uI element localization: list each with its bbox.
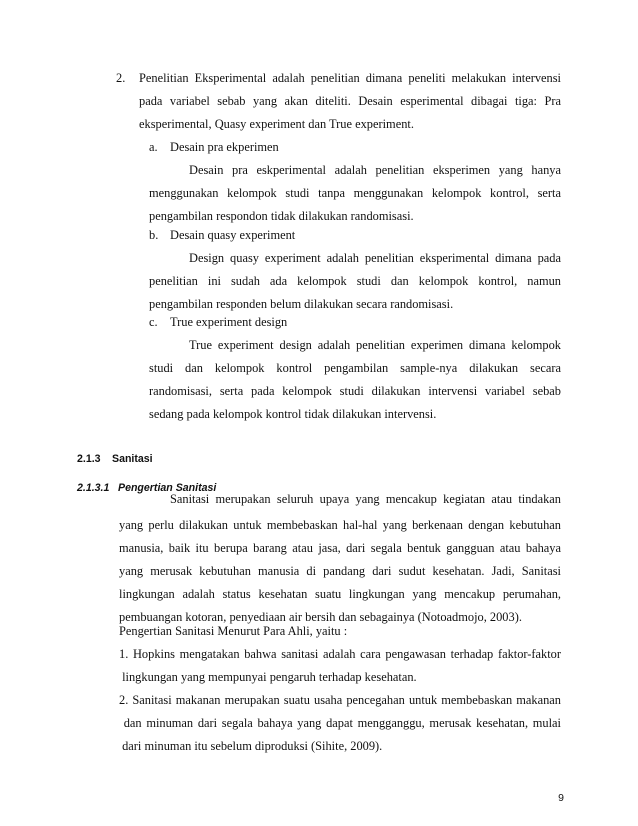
list-number-2: 2. (116, 71, 126, 85)
paragraph-line: pembuangan kotoran, penyediaan air bersih dan sebagainya (Notoadmojo, 2003). (119, 610, 522, 624)
paragraph-line: Design quasy experiment adalah penelitian eksperimental dimana pada (189, 251, 561, 265)
sub-b-title (170, 224, 470, 247)
sub-a-title (170, 136, 470, 159)
subheading-text: Desain pra ekperimen (170, 140, 279, 154)
paragraph-line: pengambilan respondon tidak dilakukan randomisasi. (149, 209, 414, 223)
sublist-label-c: c. (149, 315, 158, 329)
paragraph-line: lingkungan adalah status kesehatan suatu lingkungan yang mencakup perumahan, (119, 587, 561, 601)
paragraph-line: Penelitian Eksperimental adalah penelitian dimana peneliti melakukan intervensi (139, 71, 561, 85)
paragraph-line: Desain pra eskperimental adalah penelitian eksperimen yang hanya (189, 163, 561, 177)
experts-intro (119, 620, 561, 643)
paragraph-line: Pengertian Sanitasi Menurut Para Ahli, yaitu : (119, 624, 348, 638)
item-2-paragraph (139, 67, 561, 136)
sub-a-paragraph (149, 159, 561, 228)
sub-c-paragraph (149, 334, 561, 426)
sub-c-title (170, 311, 470, 334)
paragraph-line: True experiment design adalah penelitian experimen dimana kelompok (189, 338, 561, 352)
paragraph-line: yang perlu dilakukan untuk membebaskan hal-hal yang berkenaan dengan kebutuhan (119, 518, 561, 532)
sub-b-paragraph (149, 247, 561, 316)
section-title-sanitasi: Sanitasi (112, 453, 153, 465)
expert-1-paragraph (119, 643, 561, 689)
sublist-label-b: b. (149, 228, 159, 242)
sanitasi-paragraph (119, 488, 561, 629)
paragraph-line: sedang pada kelompok kontrol tidak dilakukan intervensi. (149, 407, 437, 421)
subheading-text: True experiment design (170, 315, 288, 329)
paragraph-line: 1. Hopkins mengatakan bahwa sanitasi adalah cara pengawasan terhadap faktor-faktor (119, 647, 561, 661)
paragraph-line: dari minuman itu sebelum diproduksi (Sihite, 2009). (119, 739, 383, 753)
section-title-pengertian-sanitasi: Pengertian Sanitasi (118, 482, 217, 494)
paragraph-line: pengambilan responden belum dilakukan secara randomisasi. (149, 297, 454, 311)
page-number: 9 (558, 792, 564, 804)
section-number-2-1-3-1: 2.1.3.1 (77, 482, 110, 494)
paragraph-line: manusia, baik itu berupa barang atau jasa, dari segala bentuk gangguan atau bahaya (119, 541, 561, 555)
paragraph-line: penelitian ini sudah ada kelompok studi dan kelompok kontrol, namun (149, 274, 561, 288)
paragraph-line: Sanitasi merupakan seluruh upaya yang mencakup kegiatan atau tindakan (170, 492, 561, 506)
paragraph-line: menggunakan kelompok studi tanpa menggunakan kelompok kontrol, serta (149, 186, 561, 200)
paragraph-line: 2. Sanitasi makanan merupakan suatu usaha pencegahan untuk membebaskan makanan (119, 693, 561, 707)
paragraph-line: lingkungan yang mempunyai pengaruh terhadap kesehatan. (119, 670, 417, 684)
paragraph-line: dan minuman dari segala bahaya yang dapat mengganggu, merusak kesehatan, mulai (119, 716, 561, 730)
paragraph-line: pada variabel sebab yang akan diteliti. Desain esperimental dibagai tiga: Pra (139, 94, 561, 108)
sublist-label-a: a. (149, 140, 158, 154)
paragraph-line: eksperimental, Quasy experiment dan True experiment. (139, 117, 414, 131)
paragraph-line: studi dan kelompok kontrol pengambilan sample-nya dilakukan secara (149, 361, 561, 375)
subheading-text: Desain quasy experiment (170, 228, 296, 242)
section-number-2-1-3: 2.1.3 (77, 453, 101, 465)
expert-2-paragraph (119, 689, 561, 758)
paragraph-line: randomisasi, serta pada kelompok studi dilakukan intervensi variabel sebab (149, 384, 561, 398)
paragraph-line: yang merusak kebutuhan manusia di pandang dari sudut kesehatan. Jadi, Sanitasi (119, 564, 561, 578)
